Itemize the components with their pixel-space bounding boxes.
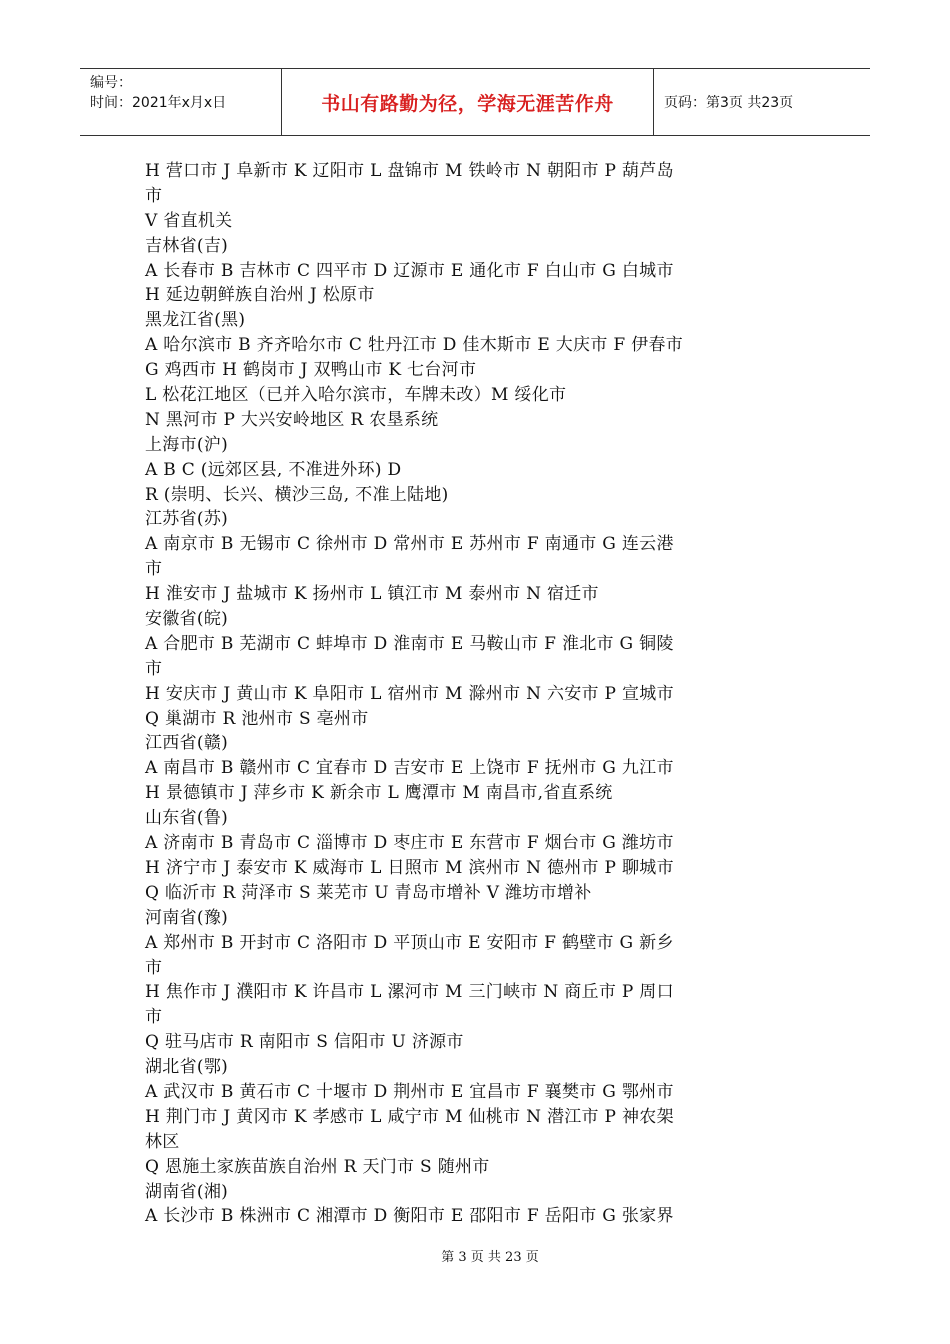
header-meta bbox=[80, 69, 282, 135]
text-line: H 淮安市 J 盐城市 K 扬州市 L 镇江市 M 泰州市 N 宿迁市 bbox=[145, 584, 599, 605]
text-line: R (崇明、长兴、横沙三岛, 不准上陆地) bbox=[145, 484, 449, 505]
text-line: 河南省(豫) bbox=[145, 907, 229, 928]
text-line: L 松花江地区（已并入哈尔滨市，车牌未改）M 绥化市 bbox=[145, 385, 567, 406]
text-line: A 合肥市 B 芜湖市 C 蚌埠市 D 淮南市 E 马鞍山市 F 淮北市 G 铜陵 bbox=[145, 633, 674, 654]
text-line: A 哈尔滨市 B 齐齐哈尔市 C 牡丹江市 D 佳木斯市 E 大庆市 F 伊春市 bbox=[145, 335, 684, 356]
text-line: Q 巢湖市 R 池州市 S 亳州市 bbox=[145, 708, 369, 729]
text-line: 市 bbox=[145, 559, 163, 580]
text-line: A 郑州市 B 开封市 C 洛阳市 D 平顶山市 E 安阳市 F 鹤壁市 G 新乡 bbox=[145, 932, 674, 953]
text-line: 山东省(鲁) bbox=[145, 808, 229, 829]
text-line: H 焦作市 J 濮阳市 K 许昌市 L 漯河市 M 三门峡市 N 商丘市 P 周口 bbox=[145, 982, 674, 1003]
text-line: 市 bbox=[145, 185, 163, 206]
text-line: G 鸡西市 H 鹤岗市 J 双鸭山市 K 七台河市 bbox=[145, 360, 477, 381]
text-line: A 武汉市 B 黄石市 C 十堰市 D 荆州市 E 宜昌市 F 襄樊市 G 鄂州市 bbox=[145, 1081, 674, 1102]
text-line: H 济宁市 J 泰安市 K 威海市 L 日照市 M 滨州市 N 德州市 P 聊城市 bbox=[145, 857, 674, 878]
text-line: Q 临沂市 R 菏泽市 S 莱芜市 U 青岛市增补 V 潍坊市增补 bbox=[145, 882, 592, 903]
text-line: A 南京市 B 无锡市 C 徐州市 D 常州市 E 苏州市 F 南通市 G 连云港 bbox=[145, 534, 674, 555]
text-line: N 黑河市 P 大兴安岭地区 R 农垦系统 bbox=[145, 409, 439, 430]
text-line: H 延边朝鲜族自治州 J 松原市 bbox=[145, 285, 375, 306]
text-line: Q 恩施土家族苗族自治州 R 天门市 S 随州市 bbox=[145, 1156, 490, 1177]
page-footer: 第 3 页 共 23 页 bbox=[441, 1250, 539, 1265]
text-line: 江西省(赣) bbox=[145, 733, 229, 754]
text-line: 市 bbox=[145, 1007, 163, 1028]
text-line: A 长沙市 B 株洲市 C 湘潭市 D 衡阳市 E 邵阳市 F 岳阳市 G 张家界 bbox=[145, 1206, 674, 1227]
text-line: 湖南省(湘) bbox=[145, 1181, 229, 1202]
text-line: 吉林省(吉) bbox=[145, 235, 229, 256]
text-line: 林区 bbox=[145, 1131, 180, 1152]
text-line: A B C (远郊区县, 不准进外环) D bbox=[145, 459, 402, 480]
serial-number-label: 编号： bbox=[90, 75, 132, 91]
text-line: A 长春市 B 吉林市 C 四平市 D 辽源市 E 通化市 F 白山市 G 白城市 bbox=[145, 260, 674, 281]
text-line: H 安庆市 J 黄山市 K 阜阳市 L 宿州市 M 滁州市 N 六安市 P 宣城市 bbox=[145, 683, 674, 704]
text-line: 安徽省(皖) bbox=[145, 609, 229, 630]
text-line: H 景德镇市 J 萍乡市 K 新余市 L 鹰潭市 M 南昌市,省直系统 bbox=[145, 783, 613, 804]
text-line: 江苏省(苏) bbox=[145, 509, 229, 530]
text-line: V 省直机关 bbox=[145, 210, 233, 231]
header-motto: 书山有路勤为径，学海无涯苦作舟 bbox=[282, 69, 654, 135]
page-header bbox=[80, 68, 870, 136]
text-line: A 南昌市 B 赣州市 C 宜春市 D 吉安市 E 上饶市 F 抚州市 G 九江市 bbox=[145, 758, 674, 779]
header-page-info: 页码：第3页 共23页 bbox=[664, 95, 794, 111]
text-line: H 荆门市 J 黄冈市 K 孝感市 L 咸宁市 M 仙桃市 N 潜江市 P 神农架 bbox=[145, 1106, 674, 1127]
text-line: 市 bbox=[145, 658, 163, 679]
text-line: A 济南市 B 青岛市 C 淄博市 D 枣庄市 E 东营市 F 烟台市 G 潍坊市 bbox=[145, 833, 674, 854]
text-line: H 营口市 J 阜新市 K 辽阳市 L 盘锦市 M 铁岭市 N 朝阳市 P 葫芦岛 bbox=[145, 161, 674, 181]
text-line: 上海市(沪) bbox=[145, 434, 229, 455]
date-label: 时间：2021年x月x日 bbox=[90, 95, 227, 111]
text-line: 市 bbox=[145, 957, 163, 978]
document-body bbox=[145, 159, 817, 1229]
text-line: 黑龙江省(黑) bbox=[145, 310, 246, 331]
text-line: Q 驻马店市 R 南阳市 S 信阳市 U 济源市 bbox=[145, 1032, 464, 1053]
text-line: 湖北省(鄂) bbox=[145, 1057, 229, 1078]
